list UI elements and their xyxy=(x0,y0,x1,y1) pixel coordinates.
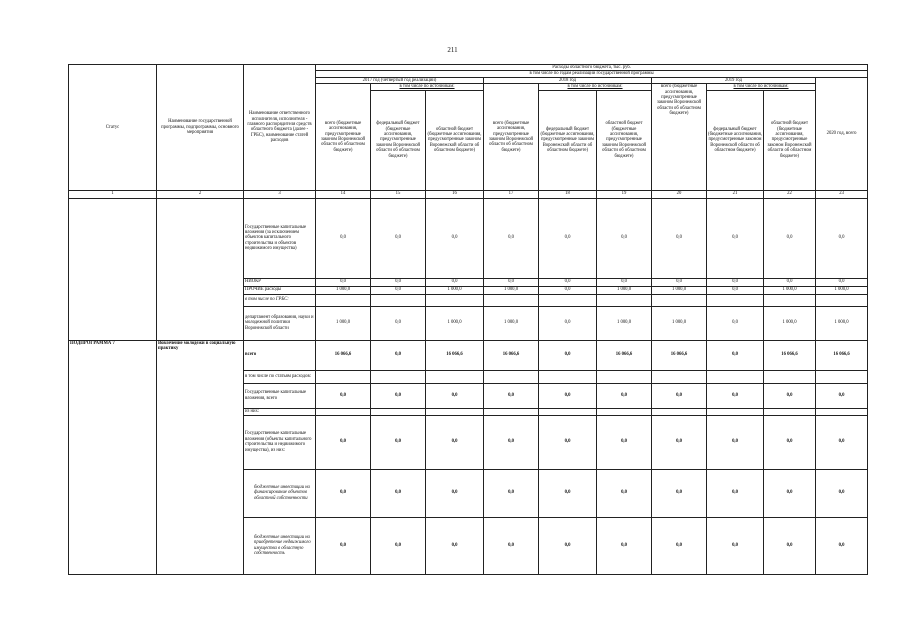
value-cell: 0,0 xyxy=(426,383,484,408)
header-sources-2019: в том числе по источникам: xyxy=(707,84,816,90)
budget-table xyxy=(68,64,868,575)
header-total-2018: всего (бюджетные ассигнования, предусмотренные законом Воронежской области об областном бюджете) xyxy=(484,84,539,190)
value-cell: 1 000,0 xyxy=(652,286,707,294)
column-number: 3 xyxy=(244,190,316,198)
status-cell-empty xyxy=(69,198,157,340)
column-number: 2 xyxy=(157,190,244,198)
value-cell: 0,0 xyxy=(539,286,597,294)
value-cell: 1 000,0 xyxy=(764,286,816,294)
value-cell: 1 000,0 xyxy=(816,286,868,294)
value-cell: 0,0 xyxy=(764,278,816,286)
value-cell: 0,0 xyxy=(597,383,652,408)
value-cell: 1 000,0 xyxy=(426,286,484,294)
subprogram-name: Вовлечение молодежи в социальную практику xyxy=(157,340,244,574)
column-numbers-row xyxy=(69,190,868,198)
value-cell: 0,0 xyxy=(484,469,539,517)
value-cell: 0,0 xyxy=(484,517,539,574)
column-number: 21 xyxy=(707,190,764,198)
column-number: 23 xyxy=(816,190,868,198)
value-cell: 0,0 xyxy=(652,198,707,278)
row-label: всего xyxy=(244,340,316,370)
header-federal-2018: федеральный бюджет (бюджетные ассигнования, предусмотренные законом Воронежской области об областном бюджете) xyxy=(539,90,597,190)
value-cell: 16 066,6 xyxy=(316,340,371,370)
value-cell: 0,0 xyxy=(316,469,371,517)
header-regional-2019: областной бюджет (бюджетные ассигнования, предусмотренные законом Воронежской области об областном бюджете) xyxy=(764,90,816,190)
value-cell: 1 000,0 xyxy=(484,306,539,340)
value-cell: 0,0 xyxy=(816,517,868,574)
header-federal-2019: федеральный бюджет (бюджетные ассигнования, предусмотренные законом Воронежской области об областном бюджете) xyxy=(707,90,764,190)
value-cell: 0,0 xyxy=(484,198,539,278)
value-cell: 0,0 xyxy=(707,340,764,370)
value-cell: 0,0 xyxy=(597,415,652,469)
value-cell: 0,0 xyxy=(764,198,816,278)
header-expenses-title: Расходы областного бюджета, тыс. руб. xyxy=(316,65,868,71)
header-sources-2017: в том числе по источникам: xyxy=(371,84,484,90)
column-number: 14 xyxy=(316,190,371,198)
value-cell: 1 000,0 xyxy=(597,306,652,340)
value-cell: 0,0 xyxy=(484,415,539,469)
value-cell: 0,0 xyxy=(426,198,484,278)
value-cell: 0,0 xyxy=(707,517,764,574)
header-total-2017: всего (бюджетные ассигнования, предусмотренные законом Воронежской области об областном бюджете) xyxy=(316,84,371,190)
table-row xyxy=(69,198,868,278)
row-label: из них: xyxy=(244,408,316,415)
value-cell: 0,0 xyxy=(707,306,764,340)
value-cell: 0,0 xyxy=(652,415,707,469)
value-cell: 0,0 xyxy=(316,278,371,286)
row-label: в том числе по статьям расходов: xyxy=(244,370,316,383)
value-cell: 0,0 xyxy=(764,383,816,408)
value-cell: 0,0 xyxy=(371,286,426,294)
column-number: 20 xyxy=(652,190,707,198)
program-cell-empty xyxy=(157,198,244,340)
row-label: бюджетные инвестиции на приобретение недвижимого имущества в областную собственность xyxy=(244,517,316,574)
column-number: 1 xyxy=(69,190,157,198)
header-year-2020-total: 2020 год, всего xyxy=(816,77,868,190)
value-cell: 0,0 xyxy=(597,517,652,574)
value-cell: 0,0 xyxy=(539,469,597,517)
value-cell: 0,0 xyxy=(652,383,707,408)
value-cell: 0,0 xyxy=(707,286,764,294)
page-number: 211 xyxy=(447,46,458,54)
column-number: 17 xyxy=(484,190,539,198)
value-cell: 1 000,0 xyxy=(316,306,371,340)
header-federal-2017: федеральный бюджет (бюджетные ассигнования, предусмотренные законом Воронежской области об областном бюджете) xyxy=(371,90,426,190)
value-cell: 0,0 xyxy=(371,415,426,469)
row-label: Государственные капитальные вложения, всего xyxy=(244,383,316,408)
value-cell: 0,0 xyxy=(539,340,597,370)
value-cell: 1 000,0 xyxy=(652,306,707,340)
value-cell: 1 000,0 xyxy=(316,286,371,294)
value-cell: 0,0 xyxy=(597,198,652,278)
value-cell: 0,0 xyxy=(707,469,764,517)
header-sources-2018: в том числе по источникам: xyxy=(539,84,652,90)
header-executor: Наименование ответственного исполнителя, исполнителя - главного распорядителя средств областного бюджета (далее - ГРБС), наименование статей расходов xyxy=(244,65,316,191)
value-cell: 1 000,0 xyxy=(597,286,652,294)
value-cell: 0,0 xyxy=(764,415,816,469)
column-number: 22 xyxy=(764,190,816,198)
value-cell: 0,0 xyxy=(816,278,868,286)
value-cell: 0,0 xyxy=(707,415,764,469)
value-cell: 1 000,0 xyxy=(816,306,868,340)
value-cell: 0,0 xyxy=(484,383,539,408)
column-number: 15 xyxy=(371,190,426,198)
value-cell: 16 066,6 xyxy=(597,340,652,370)
value-cell: 16 066,6 xyxy=(764,340,816,370)
header-total-2019: всего (бюджетные ассигнования, предусмотренные законом Воронежской области об областном бюджете) xyxy=(652,84,707,190)
value-cell: 0,0 xyxy=(539,383,597,408)
header-status: Статус xyxy=(69,65,157,191)
header-program-name: Наименование государственной программы, подпрограммы, основного мероприятия xyxy=(157,65,244,191)
value-cell: 0,0 xyxy=(652,278,707,286)
value-cell: 1 000,0 xyxy=(764,306,816,340)
value-cell: 0,0 xyxy=(816,383,868,408)
value-cell: 0,0 xyxy=(816,198,868,278)
value-cell: 0,0 xyxy=(426,517,484,574)
value-cell: 0,0 xyxy=(764,469,816,517)
value-cell: 0,0 xyxy=(707,198,764,278)
row-label: в том числе по ГРБС: xyxy=(244,294,316,306)
value-cell: 0,0 xyxy=(371,278,426,286)
value-cell: 1 000,0 xyxy=(426,306,484,340)
value-cell: 16 066,6 xyxy=(426,340,484,370)
value-cell: 0,0 xyxy=(316,198,371,278)
column-number: 19 xyxy=(597,190,652,198)
value-cell: 0,0 xyxy=(597,469,652,517)
value-cell: 0,0 xyxy=(371,383,426,408)
value-cell: 0,0 xyxy=(539,278,597,286)
value-cell: 0,0 xyxy=(484,278,539,286)
value-cell: 0,0 xyxy=(707,383,764,408)
value-cell: 0,0 xyxy=(539,517,597,574)
header-regional-2018: областной бюджет (бюджетные ассигнования, предусмотренные законом Воронежской области об областном бюджете) xyxy=(597,90,652,190)
header-year-2018: 2018 год xyxy=(484,77,652,83)
value-cell: 0,0 xyxy=(426,469,484,517)
value-cell: 0,0 xyxy=(316,517,371,574)
value-cell: 0,0 xyxy=(816,415,868,469)
value-cell: 0,0 xyxy=(371,306,426,340)
table-row xyxy=(69,340,868,370)
value-cell: 0,0 xyxy=(371,469,426,517)
value-cell: 0,0 xyxy=(426,278,484,286)
value-cell: 16 066,6 xyxy=(816,340,868,370)
value-cell: 0,0 xyxy=(371,198,426,278)
value-cell: 16 066,6 xyxy=(652,340,707,370)
value-cell: 0,0 xyxy=(371,340,426,370)
value-cell: 0,0 xyxy=(539,198,597,278)
value-cell: 0,0 xyxy=(539,306,597,340)
row-label: Государственные капитальные вложения (за исключением объектов капитального строительства и объектов недвижимого имущества) xyxy=(244,198,316,278)
value-cell: 16 066,6 xyxy=(484,340,539,370)
header-year-2017: 2017 год (четвертый год реализации) xyxy=(316,77,484,83)
value-cell: 1 000,0 xyxy=(484,286,539,294)
value-cell: 0,0 xyxy=(426,415,484,469)
column-number: 16 xyxy=(426,190,484,198)
value-cell: 0,0 xyxy=(707,278,764,286)
header-year-2019: 2019 год xyxy=(652,77,816,83)
value-cell: 0,0 xyxy=(371,517,426,574)
header-regional-2017: областной бюджет (бюджетные ассигнования, предусмотренные законом Воронежской области об областном бюджете) xyxy=(426,90,484,190)
value-cell: 0,0 xyxy=(652,469,707,517)
value-cell: 0,0 xyxy=(539,415,597,469)
row-label: Государственные капитальные вложения (объекты капитального строительства и недвижимого имущества), из них: xyxy=(244,415,316,469)
row-label: ПРОЧИЕ расходы xyxy=(244,286,316,294)
row-label: бюджетные инвестиции на финансирование объектов областной собственности xyxy=(244,469,316,517)
value-cell: 0,0 xyxy=(316,383,371,408)
value-cell: 0,0 xyxy=(652,517,707,574)
row-label: департамент образования, науки и молодежной политики Воронежской области xyxy=(244,306,316,340)
column-number: 18 xyxy=(539,190,597,198)
header-by-years: в том числе по годам реализации государственной программы xyxy=(316,71,868,77)
value-cell: 0,0 xyxy=(816,469,868,517)
value-cell: 0,0 xyxy=(764,517,816,574)
value-cell: 0,0 xyxy=(597,278,652,286)
row-label: НИОКР xyxy=(244,278,316,286)
subprogram-status: ПОДПРОГРАММА 7 xyxy=(69,340,157,574)
value-cell: 0,0 xyxy=(316,415,371,469)
